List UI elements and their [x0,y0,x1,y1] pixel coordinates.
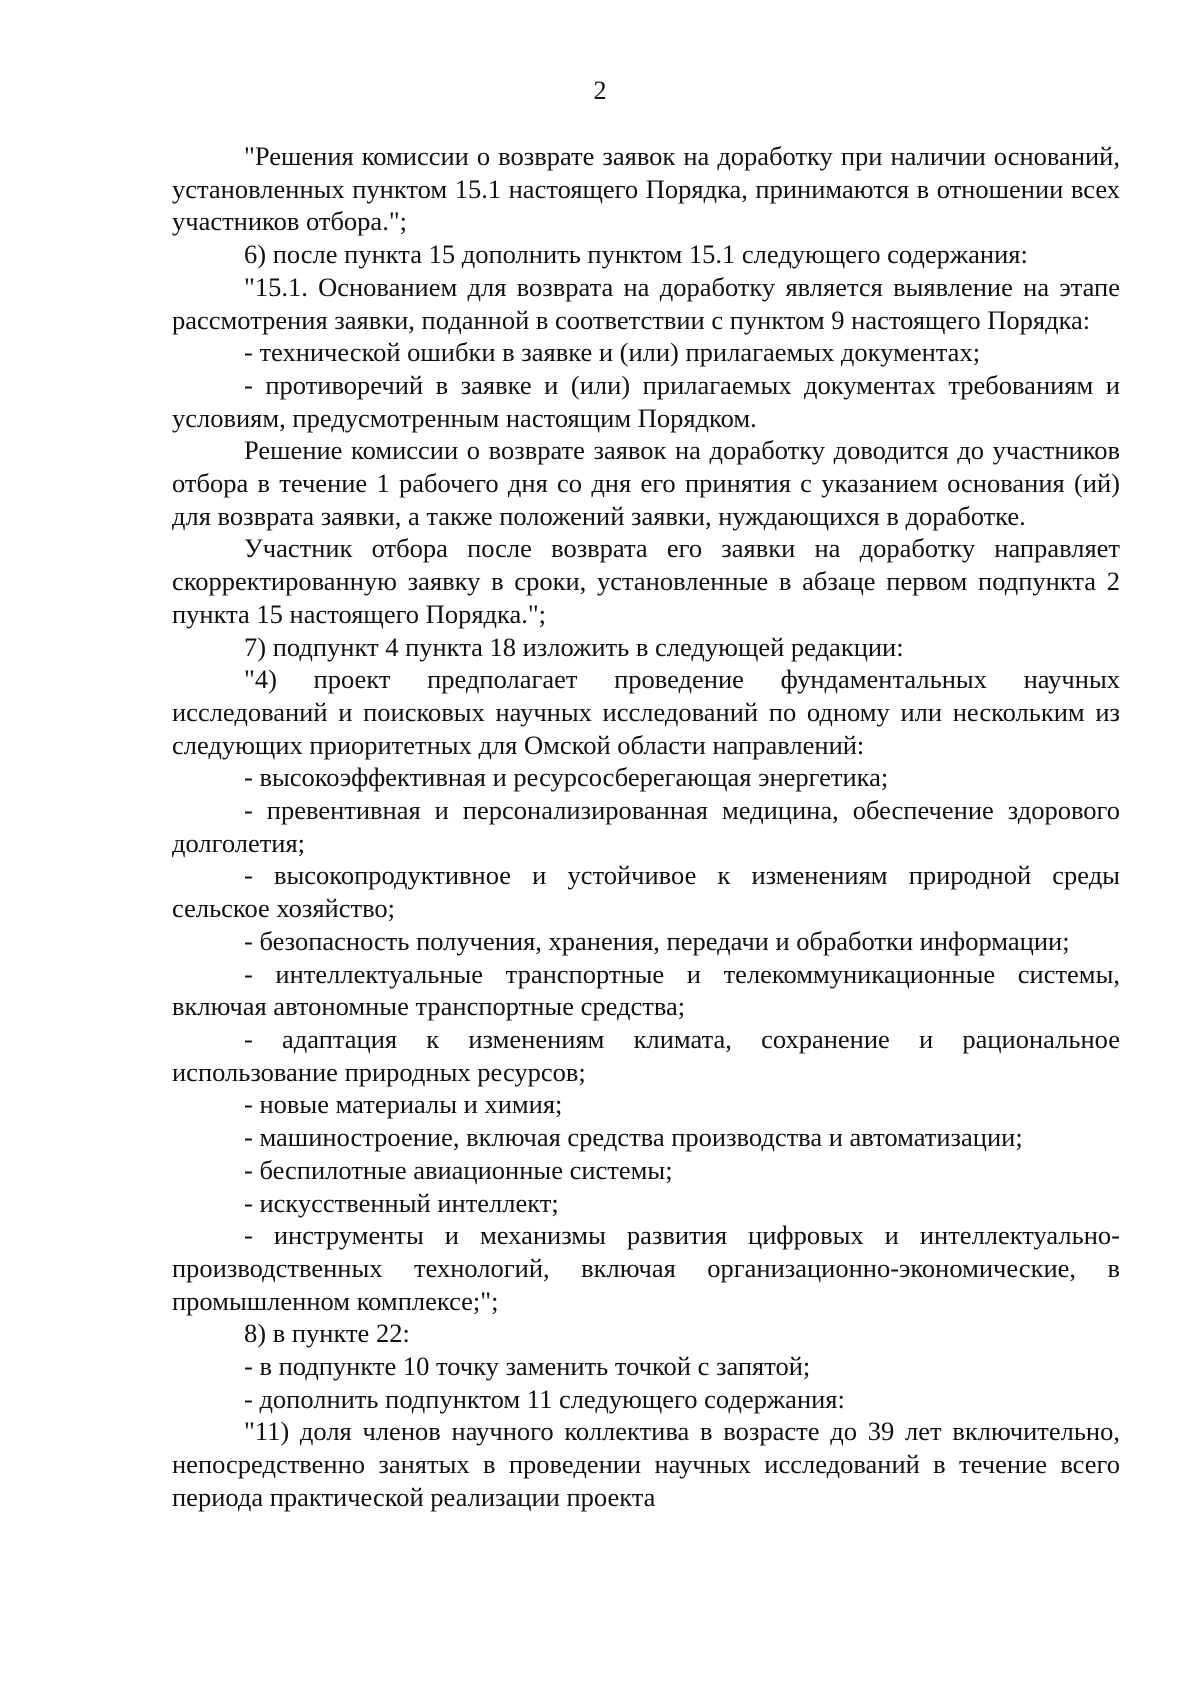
paragraph-clause-15-1: "15.1. Основанием для возврата на доработку является выявление на этапе рассмотрения заявки, поданной в соответствии с пунктом 9 настоящего Порядка: [172,271,1120,335]
list-item-climate-adaptation: - адаптация к изменениям климата, сохранение и рациональное использование природных ресурсов; [172,1023,1120,1087]
list-item-technical-error: - технической ошибки в заявке и (или) прилагаемых документах; [244,337,981,368]
list-item-digital-technologies: - инструменты и механизмы развития цифровых и интеллектуально-производственных технологий, включая организационно-экономические, в промышленном комплексе;"; [172,1220,1120,1316]
list-item-medicine: - превентивная и персонализированная медицина, обеспечение здорового долголетия; [172,795,1120,858]
list-item-add-subitem-11: - дополнить подпунктом 11 следующего содержания: [244,1383,845,1414]
list-item-materials-chemistry: - новые материалы и химия; [244,1089,563,1120]
list-item-contradictions: - противоречий в заявке и (или) прилагаемых документах требованиям и условиям, предусмотренным настоящим Порядком. [172,369,1120,433]
paragraph-item-8: 8) в пункте 22: [244,1318,410,1349]
paragraph-subitem-4: "4) проект предполагает проведение фундаментальных научных исследований и поисковых научных исследований по одному или нескольким из следующих приоритетных для Омской области направлений: [172,664,1120,760]
paragraph-participant-resubmission: Участник отбора после возврата его заявки на доработку направляет скорректированную заявку в сроки, установленные в абзаце первом подпункта 2 пункта 15 настоящего Порядка."; [172,533,1120,629]
list-item-information-security: - безопасность получения, хранения, передачи и обработки информации; [244,925,1070,956]
list-item-agriculture: - высокопродуктивное и устойчивое к изменениям природной среды сельское хозяйство; [172,860,1120,924]
paragraph-subitem-11: "11) доля членов научного коллектива в возрасте до 39 лет включительно, непосредственно занятых в проведении научных исследований в течение всего периода практической реализации проекта [172,1416,1120,1512]
page-number: 2 [593,76,607,105]
paragraph-return-decision: Решение комиссии о возврате заявок на доработку доводится до участников отбора в течение 1 рабочего дня со дня его принятия с указанием основания (ий) для возврата заявки, а также положений заявки, нуждающихся в доработке. [172,435,1120,531]
list-item-mechanical-engineering: - машиностроение, включая средства производства и автоматизации; [244,1122,1023,1153]
paragraph-commission-decisions: "Решения комиссии о возврате заявок на доработку при наличии оснований, установленных пунктом 15.1 настоящего Порядка, принимаются в отношении всех участников отбора."; [172,141,1120,237]
list-item-artificial-intelligence: - искусственный интеллект; [244,1187,559,1218]
list-item-subitem-10: - в подпункте 10 точку заменить точкой с запятой; [244,1351,811,1382]
list-item-energy: - высокоэффективная и ресурсосберегающая энергетика; [244,762,889,793]
document-body [172,140,1120,1514]
list-item-unmanned-aviation: - беспилотные авиационные системы; [244,1154,673,1185]
list-item-transport-systems: - интеллектуальные транспортные и телекоммуникационные системы, включая автономные транспортные средства; [172,958,1120,1022]
paragraph-item-6: 6) после пункта 15 дополнить пунктом 15.1 следующего содержания: [244,239,1028,270]
paragraph-item-7: 7) подпункт 4 пункта 18 изложить в следующей редакции: [244,631,904,662]
